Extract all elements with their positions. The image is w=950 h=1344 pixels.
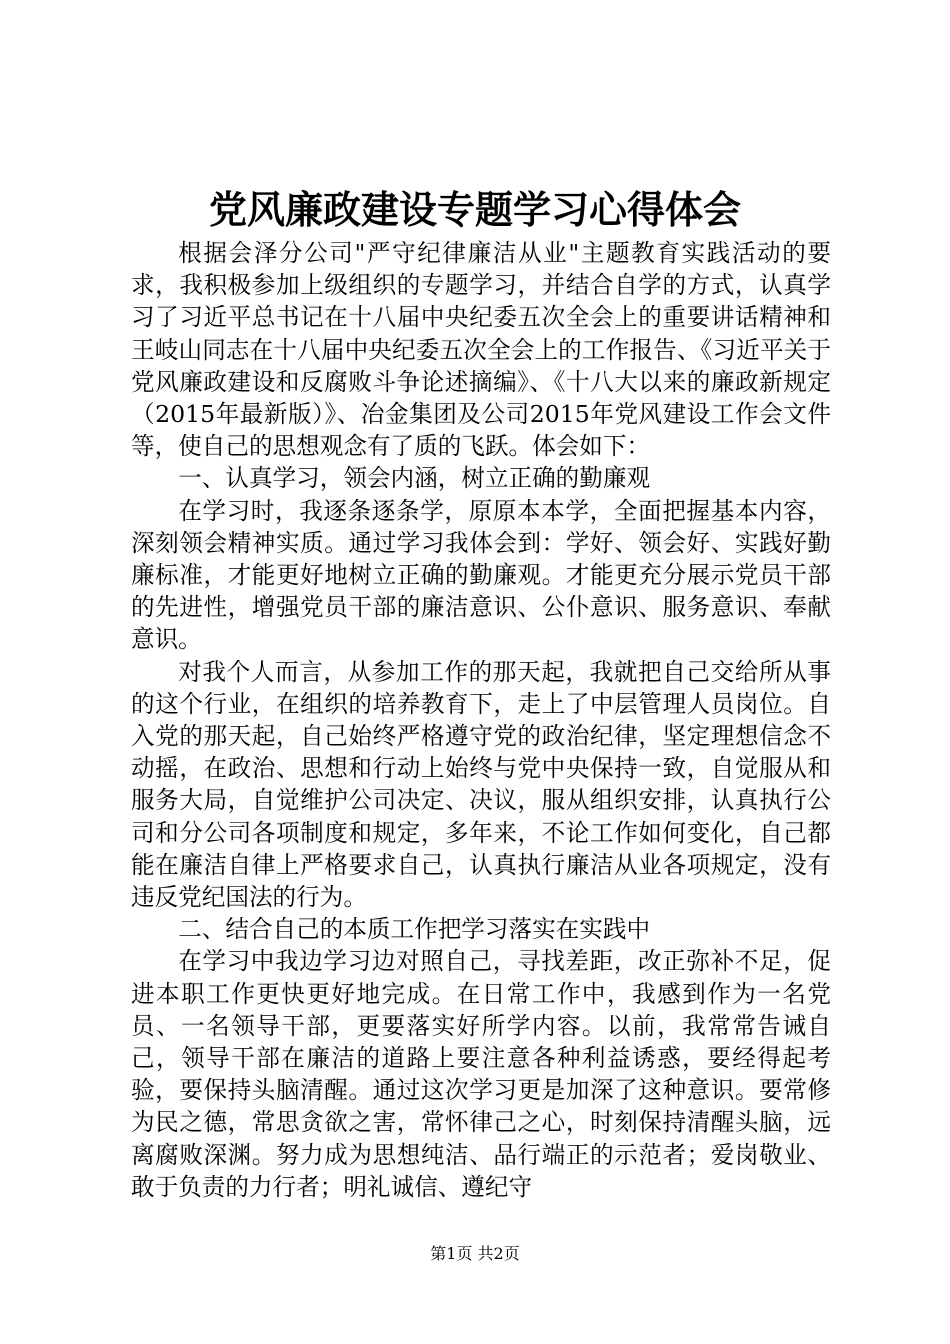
page-number-footer: 第1页 共2页 [430, 1244, 520, 1263]
document-title: 党风廉政建设专题学习心得体会 [208, 187, 741, 232]
paragraph: 对我个人而言，从参加工作的那天起，我就把自己交给所从事的这个行业，在组织的培养教育下，走上了中层管理人员岗位。自入党的那天起，自己始终严格遵守党的政治纪律，坚定理想信念不动摇，在政治、思想和行动上始终与党中央保持一致，自觉服从和服务大局，自觉维护公司决定、决议，服从组织安排，认真执行公司和分公司各项制度和规定，多年来，不论工作如何变化，自己都能在廉洁自律上严格要求自己，认真执行廉洁从业各项规定，没有违反党纪国法的行为。 [131, 657, 831, 912]
document-body [131, 237, 831, 1203]
paragraph-intro: 根据会泽分公司"严守纪律廉洁从业"主题教育实践活动的要求，我积极参加上级组织的专题学习，并结合自学的方式，认真学习了习近平总书记在十八届中央纪委五次全会上的重要讲话精神和王岐山同志在十八届中央纪委五次全会上的工作报告、《习近平关于党风廉政建设和反腐败斗争论述摘编》、《十八大以来的廉政新规定（2015年最新版）》、冶金集团及公司2015年党风建设工作会文件等，使自己的思想观念有了质的飞跃。体会如下： [131, 239, 831, 461]
paragraph: 在学习时，我逐条逐条学，原原本本学，全面把握基本内容，深刻领会精神实质。通过学习我体会到：学好、领会好、实践好勤廉标准，才能更好地树立正确的勤廉观。才能更充分展示党员干部的先进性，增强党员干部的廉洁意识、公仆意识、服务意识、奉献意识。 [131, 496, 831, 654]
section-heading-2: 二、结合自己的本质工作把学习落实在实践中 [178, 915, 651, 944]
paragraph: 在学习中我边学习边对照自己，寻找差距，改正弥补不足，促进本职工作更快更好地完成。在日常工作中，我感到作为一名党员、一名领导干部，更要落实好所学内容。以前，我常常告诫自己，领导干部在廉洁的道路上要注意各种利益诱惑，要经得起考验，要保持头脑清醒。通过这次学习更是加深了这种意识。要常修为民之德，常思贪欲之害，常怀律己之心，时刻保持清醒头脑，远离腐败深渊。努力成为思想纯洁、品行端正的示范者；爱岗敬业、敢于负责的力行者；明礼诚信、遵纪守 [131, 947, 831, 1201]
section-heading-1: 一、认真学习，领会内涵，树立正确的勤廉观 [178, 464, 651, 493]
